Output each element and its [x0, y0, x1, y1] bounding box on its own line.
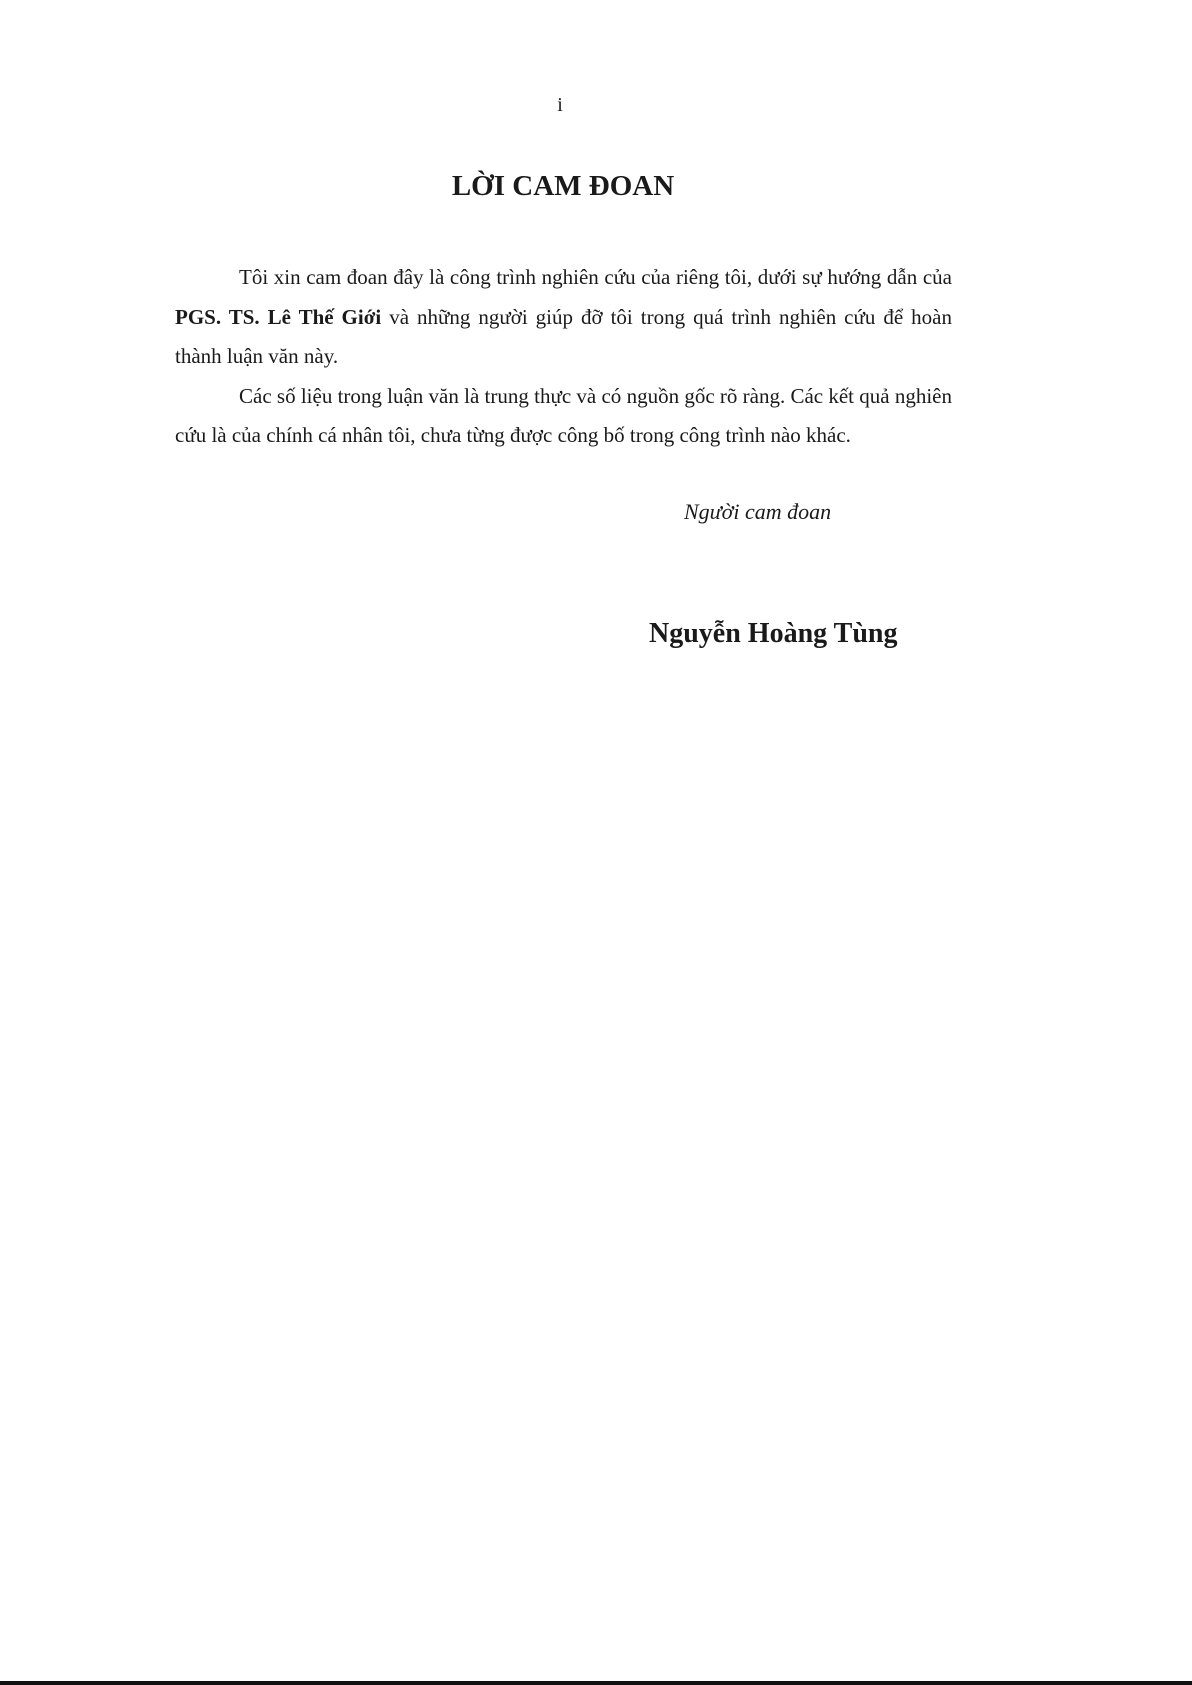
- advisor-name: PGS. TS. Lê Thế Giới: [175, 304, 382, 329]
- declaration-paragraph-2: Các số liệu trong luận văn là trung thực và có nguồn gốc rõ ràng. Các kết quả nghiên cứu là của chính cá nhân tôi, chưa từng được công bố trong công trình nào khác.: [175, 383, 952, 447]
- paragraph-1-text-end: và những người giúp đỡ tôi trong quá trình nghiên cứu để hoàn thành luận văn này.: [175, 304, 953, 368]
- page-title: LỜI CAM ĐOAN: [451, 170, 675, 202]
- signer-name: Nguyễn Hoàng Tùng: [649, 618, 898, 649]
- declaration-body: [175, 258, 952, 456]
- declaration-paragraph-1: [175, 258, 952, 377]
- page-number: i: [557, 94, 563, 116]
- paragraph-1-text-start: Tôi xin cam đoan đây là công trình nghiên cứu của riêng tôi, dưới sự hướng dẫn của: [239, 265, 952, 289]
- signer-caption: Người cam đoan: [684, 499, 832, 524]
- page-bottom-border: [0, 1681, 1192, 1685]
